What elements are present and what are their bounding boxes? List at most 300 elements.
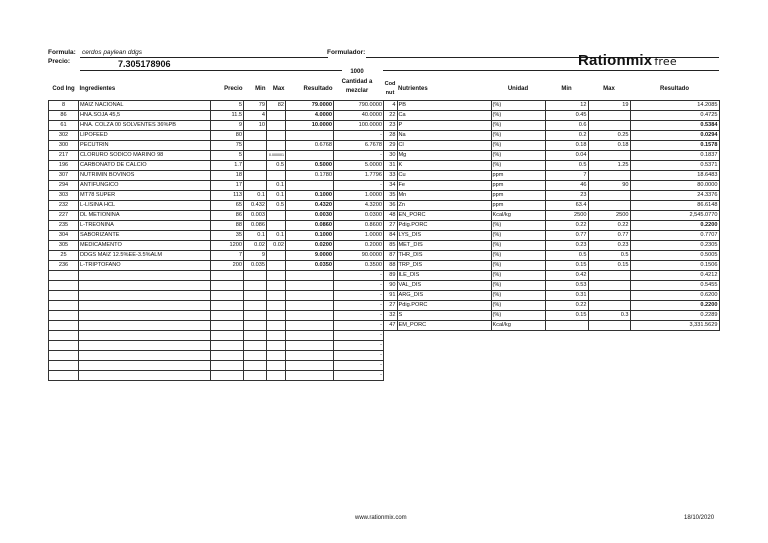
ingredient-name: DL METIONINA <box>79 210 211 220</box>
cantidad-value: - <box>334 290 384 300</box>
col-max: Max <box>272 85 285 92</box>
empty-cell <box>286 370 334 380</box>
col-nut-min: Min <box>561 85 572 92</box>
ingredient-cod: 300 <box>49 140 79 150</box>
cantidad-value: - <box>334 340 384 350</box>
empty-cell <box>49 280 79 290</box>
cantidad-value: 1.7796 <box>334 170 384 180</box>
empty-cell <box>211 340 244 350</box>
empty-cell <box>211 330 244 340</box>
ingredient-min: 0.432 <box>244 200 267 210</box>
ingredient-max <box>267 210 286 220</box>
nutrient-name: PB <box>397 100 491 110</box>
empty-cell <box>267 340 286 350</box>
rationmix-logo <box>578 52 677 69</box>
nutrient-cod: 85 <box>383 240 397 250</box>
nutrient-resultado: 0.1506 <box>630 260 719 270</box>
nutrient-min: 0.45 <box>545 110 588 120</box>
ingredient-min <box>244 130 267 140</box>
nutrient-cod: 23 <box>383 120 397 130</box>
ingredient-name: L-TRIPTOFANO <box>79 260 211 270</box>
ingredient-precio: 18 <box>211 170 244 180</box>
col-resultado: Resultado <box>303 85 333 92</box>
ingredient-max <box>267 170 286 180</box>
ingredient-min <box>244 170 267 180</box>
empty-cell <box>49 310 79 320</box>
nutrient-max: 0.15 <box>588 260 630 270</box>
empty-cell <box>244 330 267 340</box>
nutrient-unidad: (%) <box>491 290 545 300</box>
ingredient-resultado: 0.0030 <box>286 210 334 220</box>
ingredient-min: 9 <box>244 250 267 260</box>
nutrient-unidad: ppm <box>491 180 545 190</box>
brand-suffix: free <box>654 55 677 68</box>
col-ingredientes: Ingredientes <box>79 85 116 92</box>
cantidad-value: 6.7678 <box>334 140 384 150</box>
ingredient-max: 0.000001 <box>267 150 286 160</box>
ingredient-min: 0.02 <box>244 240 267 250</box>
ingredient-max <box>267 140 286 150</box>
ingredient-name: ANTIFUNGICO <box>79 180 211 190</box>
nutrient-min: 7 <box>545 170 588 180</box>
ingredient-row <box>49 330 384 340</box>
ingredient-resultado: 0.6768 <box>286 140 334 150</box>
ingredient-resultado <box>286 150 334 160</box>
cantidad-value: - <box>334 300 384 310</box>
ingredient-max: 0.1 <box>267 230 286 240</box>
ingredient-resultado: 0.4320 <box>286 200 334 210</box>
nutrient-min <box>545 320 588 330</box>
empty-cell <box>267 360 286 370</box>
ingredient-min: 0.035 <box>244 260 267 270</box>
ingredient-min: 0.086 <box>244 220 267 230</box>
ingredient-min: 79 <box>244 100 267 110</box>
empty-cell <box>286 330 334 340</box>
nutrient-max: 0.3 <box>588 310 630 320</box>
empty-cell <box>286 280 334 290</box>
cantidad-value: - <box>334 330 384 340</box>
empty-cell <box>211 310 244 320</box>
empty-cell <box>79 300 211 310</box>
col-min: Min <box>255 85 266 92</box>
ingredient-min: 10 <box>244 120 267 130</box>
ingredient-row <box>49 310 384 320</box>
nutrient-row <box>383 280 719 290</box>
nutrient-max: 2500 <box>588 210 630 220</box>
ingredient-cod: 196 <box>49 160 79 170</box>
ingredient-row <box>49 280 384 290</box>
empty-cell <box>211 320 244 330</box>
nutrient-max <box>588 110 630 120</box>
nutrient-cod: 27 <box>383 220 397 230</box>
formula-label: Formula: <box>48 49 76 56</box>
empty-cell <box>244 350 267 360</box>
nutrient-resultado: 0.2289 <box>630 310 719 320</box>
empty-cell <box>286 310 334 320</box>
formula-underline <box>80 57 328 58</box>
empty-cell <box>79 370 211 380</box>
ingredient-min: 4 <box>244 110 267 120</box>
ingredient-name: PECUTRIN <box>79 140 211 150</box>
nutrient-cod: 35 <box>383 190 397 200</box>
ingredient-resultado <box>286 130 334 140</box>
nutrient-name: Cu <box>397 170 491 180</box>
cantidad-number: 1000 <box>350 69 364 75</box>
nutrient-row <box>383 210 719 220</box>
empty-cell <box>49 290 79 300</box>
ingredient-resultado: 0.1000 <box>286 230 334 240</box>
empty-cell <box>79 320 211 330</box>
nutrient-cod: 27 <box>383 300 397 310</box>
ingredient-row <box>49 320 384 330</box>
ingredient-row <box>49 150 384 160</box>
nutrient-resultado: 24.3376 <box>630 190 719 200</box>
empty-cell <box>286 300 334 310</box>
nutrient-unidad: ppm <box>491 200 545 210</box>
ingredient-cod: 86 <box>49 110 79 120</box>
nutrient-row <box>383 130 719 140</box>
nutrient-unidad: (%) <box>491 300 545 310</box>
nutrient-unidad: (%) <box>491 250 545 260</box>
cantidad-value: - <box>334 180 384 190</box>
ingredient-row <box>49 120 384 130</box>
ingredient-row <box>49 180 384 190</box>
ingredient-cod: 302 <box>49 130 79 140</box>
nutrient-name: VAL_DIS <box>397 280 491 290</box>
cantidad-label: Cantidad a mezclar <box>341 78 373 94</box>
ingredient-min <box>244 180 267 190</box>
nutrient-name: EN_PORC <box>397 210 491 220</box>
formula-value: cerdos paylean ddgs <box>82 49 142 56</box>
nutrient-max: 0.77 <box>588 230 630 240</box>
nutrient-max <box>588 170 630 180</box>
nutrient-unidad: ppm <box>491 170 545 180</box>
ingredient-row <box>49 130 384 140</box>
empty-cell <box>79 310 211 320</box>
cantidad-value: 1.0000 <box>334 190 384 200</box>
ingredient-resultado: 0.0350 <box>286 260 334 270</box>
ingredient-row <box>49 340 384 350</box>
nutrient-min: 0.04 <box>545 150 588 160</box>
nutrient-cod: 36 <box>383 200 397 210</box>
cantidad-value: - <box>334 370 384 380</box>
ingredient-name: MAIZ NACIONAL <box>79 100 211 110</box>
ingredient-row <box>49 170 384 180</box>
nutrient-max <box>588 200 630 210</box>
cantidad-value: 0.0300 <box>334 210 384 220</box>
empty-cell <box>79 340 211 350</box>
nutrient-name: Zn <box>397 200 491 210</box>
empty-cell <box>286 320 334 330</box>
empty-cell <box>267 300 286 310</box>
empty-cell <box>244 280 267 290</box>
nutrient-cod: 89 <box>383 270 397 280</box>
ingredient-cod: 232 <box>49 200 79 210</box>
empty-cell <box>286 290 334 300</box>
ingredient-row <box>49 290 384 300</box>
nutrient-name: Pdig.PORC <box>397 300 491 310</box>
empty-cell <box>286 340 334 350</box>
ingredient-cod: 236 <box>49 260 79 270</box>
nutrient-name: ILE_DIS <box>397 270 491 280</box>
nutrient-cod: 4 <box>383 100 397 110</box>
nutrient-min: 0.31 <box>545 290 588 300</box>
empty-cell <box>49 340 79 350</box>
nutrient-name: Mn <box>397 190 491 200</box>
empty-cell <box>211 370 244 380</box>
nutrient-resultado: 0.4725 <box>630 110 719 120</box>
nutrient-row <box>383 120 719 130</box>
empty-cell <box>244 340 267 350</box>
nutrient-max <box>588 320 630 330</box>
nutrient-row <box>383 100 719 110</box>
empty-cell <box>79 330 211 340</box>
ingredient-row <box>49 260 384 270</box>
nutrient-cod: 31 <box>383 160 397 170</box>
cantidad-value: 90.0000 <box>334 250 384 260</box>
empty-cell <box>244 360 267 370</box>
nutrient-row <box>383 270 719 280</box>
empty-cell <box>211 300 244 310</box>
nutrient-min: 23 <box>545 190 588 200</box>
precio-label: Precio: <box>48 58 71 65</box>
nutrient-unidad: (%) <box>491 160 545 170</box>
cantidad-value: - <box>334 320 384 330</box>
nutrient-name: Fe <box>397 180 491 190</box>
cantidad-value: 40.0000 <box>334 110 384 120</box>
nutrient-row <box>383 110 719 120</box>
ingredient-min: 0.1 <box>244 230 267 240</box>
ingredient-cod: 227 <box>49 210 79 220</box>
col-cod-nut: Cod nut <box>384 80 396 96</box>
nutrient-cod: 32 <box>383 310 397 320</box>
nutrients-table <box>383 78 720 331</box>
nutrient-resultado: 0.5005 <box>630 250 719 260</box>
empty-cell <box>286 360 334 370</box>
nutrient-row <box>383 300 719 310</box>
precio-underline-right <box>383 70 719 71</box>
nutrient-min: 0.18 <box>545 140 588 150</box>
cantidad-value: - <box>334 350 384 360</box>
nutrient-unidad: (%) <box>491 310 545 320</box>
precio-value: 7.305178906 <box>118 59 171 69</box>
nutrient-unidad: Kcal/kg <box>491 210 545 220</box>
nutrient-resultado: 0.7707 <box>630 230 719 240</box>
nutrient-name: K <box>397 160 491 170</box>
cantidad-value: - <box>334 280 384 290</box>
nutrient-name: MET_DIS <box>397 240 491 250</box>
ingredient-resultado: 10.0000 <box>286 120 334 130</box>
nutrient-resultado: 3,331.5629 <box>630 320 719 330</box>
ingredient-max <box>267 130 286 140</box>
ingredient-precio: 80 <box>211 130 244 140</box>
nutrient-unidad: (%) <box>491 220 545 230</box>
empty-cell <box>244 270 267 280</box>
ingredient-row <box>49 210 384 220</box>
empty-cell <box>211 290 244 300</box>
ingredient-max: 0.1 <box>267 180 286 190</box>
ingredient-precio: 7 <box>211 250 244 260</box>
ingredient-precio: 65 <box>211 200 244 210</box>
nutrient-resultado: 0.4212 <box>630 270 719 280</box>
empty-cell <box>211 270 244 280</box>
nutrient-row <box>383 320 719 330</box>
nutrient-unidad: (%) <box>491 110 545 120</box>
cantidad-value: 5.0000 <box>334 160 384 170</box>
empty-cell <box>267 310 286 320</box>
nutrient-cod: 34 <box>383 180 397 190</box>
nutrient-row <box>383 200 719 210</box>
nutrient-resultado: 86.6148 <box>630 200 719 210</box>
nutrient-max <box>588 270 630 280</box>
ingredient-resultado: 79.0000 <box>286 100 334 110</box>
ingredient-min: 0.1 <box>244 190 267 200</box>
ingredient-precio: 1200 <box>211 240 244 250</box>
nutrient-max <box>588 150 630 160</box>
nutrient-resultado: 0.5384 <box>630 120 719 130</box>
ingredient-precio: 11.5 <box>211 110 244 120</box>
ingredient-min: 0.003 <box>244 210 267 220</box>
nutrient-row <box>383 160 719 170</box>
nutrient-row <box>383 190 719 200</box>
nutrient-resultado: 18.6483 <box>630 170 719 180</box>
empty-cell <box>267 280 286 290</box>
ingredient-precio: 5 <box>211 100 244 110</box>
empty-cell <box>211 280 244 290</box>
nutrient-max: 0.23 <box>588 240 630 250</box>
cantidad-value: 0.8600 <box>334 220 384 230</box>
nutrient-unidad: (%) <box>491 240 545 250</box>
ingredients-header-row <box>49 78 384 100</box>
cantidad-value: - <box>334 360 384 370</box>
ingredient-resultado: 0.1000 <box>286 190 334 200</box>
empty-cell <box>267 320 286 330</box>
ingredient-name: MEDICAMENTO <box>79 240 211 250</box>
nutrient-resultado: 2,545.0770 <box>630 210 719 220</box>
nutrient-resultado: 0.2200 <box>630 220 719 230</box>
nutrient-max <box>588 120 630 130</box>
nutrient-row <box>383 250 719 260</box>
nutrient-cod: 29 <box>383 140 397 150</box>
nutrient-row <box>383 310 719 320</box>
nutrient-row <box>383 260 719 270</box>
nutrient-unidad: (%) <box>491 130 545 140</box>
ingredient-max: 0.5 <box>267 200 286 210</box>
ingredient-precio: 17 <box>211 180 244 190</box>
ingredient-precio: 75 <box>211 140 244 150</box>
ingredient-row <box>49 240 384 250</box>
nutrient-unidad: (%) <box>491 280 545 290</box>
empty-cell <box>267 370 286 380</box>
ingredient-name: HNA.SOJA 45,5 <box>79 110 211 120</box>
nutrient-row <box>383 150 719 160</box>
empty-cell <box>79 280 211 290</box>
brand-name: Rationmix <box>578 52 653 69</box>
ingredient-cod: 307 <box>49 170 79 180</box>
nutrient-min: 0.23 <box>545 240 588 250</box>
nutrient-cod: 90 <box>383 280 397 290</box>
nutrient-min: 0.5 <box>545 250 588 260</box>
nutrient-resultado: 0.2200 <box>630 300 719 310</box>
nutrient-name: Pdig.PORC <box>397 220 491 230</box>
nutrient-name: TRP_DIS <box>397 260 491 270</box>
nutrient-unidad: (%) <box>491 270 545 280</box>
nutrient-resultado: 80.0000 <box>630 180 719 190</box>
ingredient-row <box>49 220 384 230</box>
nutrient-unidad: (%) <box>491 230 545 240</box>
empty-cell <box>79 360 211 370</box>
ingredient-max <box>267 120 286 130</box>
nutrient-name: EM_PORC <box>397 320 491 330</box>
ingredient-max: 0.1 <box>267 190 286 200</box>
ingredient-max <box>267 250 286 260</box>
ingredient-name: LIPOFEED <box>79 130 211 140</box>
ingredient-name: HNA. COLZA 00 SOLVENTES 36%PB <box>79 120 211 130</box>
ingredient-resultado: 0.0200 <box>286 240 334 250</box>
nutrient-cod: 84 <box>383 230 397 240</box>
col-nutrientes: Nutrientes <box>398 85 428 92</box>
ingredient-max <box>267 220 286 230</box>
empty-cell <box>49 320 79 330</box>
ingredient-max: 0.02 <box>267 240 286 250</box>
footer-website: www.rationmix.com <box>355 515 407 521</box>
ingredient-cod: 303 <box>49 190 79 200</box>
ingredient-precio: 200 <box>211 260 244 270</box>
nutrient-cod: 28 <box>383 130 397 140</box>
nutrient-resultado: 14.2085 <box>630 100 719 110</box>
empty-cell <box>49 300 79 310</box>
empty-cell <box>79 350 211 360</box>
cantidad-value: - <box>334 310 384 320</box>
nutrient-max: 19 <box>588 100 630 110</box>
ingredient-max: 0.5 <box>267 160 286 170</box>
nutrient-name: Na <box>397 130 491 140</box>
ingredient-cod: 61 <box>49 120 79 130</box>
empty-cell <box>267 270 286 280</box>
empty-cell <box>211 350 244 360</box>
nutrient-resultado: 0.2305 <box>630 240 719 250</box>
nutrient-min: 63.4 <box>545 200 588 210</box>
col-precio: Precio <box>224 85 243 92</box>
ingredient-cod: 25 <box>49 250 79 260</box>
nutrient-min: 0.53 <box>545 280 588 290</box>
cantidad-value: 100.0000 <box>334 120 384 130</box>
ingredient-precio: 5 <box>211 150 244 160</box>
nutrient-resultado: 0.5455 <box>630 280 719 290</box>
ingredient-name: NUTRIMIN BOVINOS <box>79 170 211 180</box>
nutrient-resultado: 0.1837 <box>630 150 719 160</box>
ingredient-max <box>267 110 286 120</box>
nutrient-row <box>383 170 719 180</box>
nutrient-min: 0.15 <box>545 310 588 320</box>
ingredient-cod: 217 <box>49 150 79 160</box>
ingredient-row <box>49 140 384 150</box>
nutrient-min: 0.6 <box>545 120 588 130</box>
ingredient-row <box>49 230 384 240</box>
ingredient-cod: 305 <box>49 240 79 250</box>
nutrient-min: 46 <box>545 180 588 190</box>
nutrient-min: 0.22 <box>545 300 588 310</box>
nutrient-resultado: 0.0294 <box>630 130 719 140</box>
nutrient-max <box>588 280 630 290</box>
ingredients-table <box>48 78 384 381</box>
ingredient-row <box>49 190 384 200</box>
precio-underline <box>80 70 342 71</box>
nutrient-name: Mg <box>397 150 491 160</box>
empty-cell <box>49 330 79 340</box>
nutrient-unidad: (%) <box>491 140 545 150</box>
nutrient-min: 0.5 <box>545 160 588 170</box>
